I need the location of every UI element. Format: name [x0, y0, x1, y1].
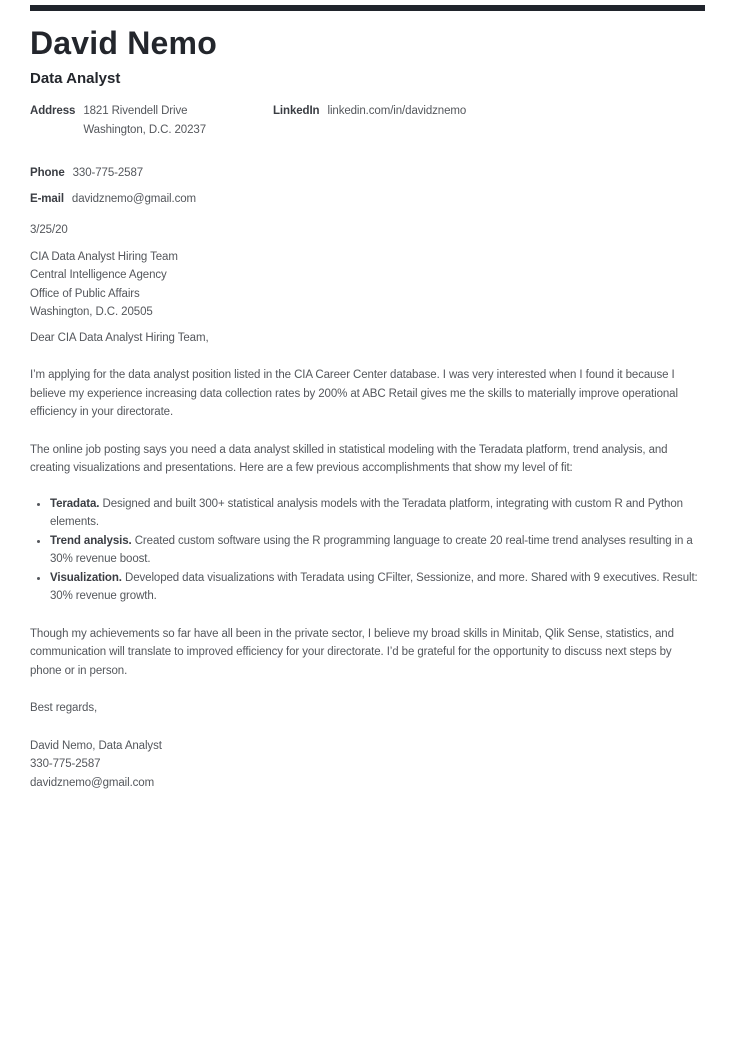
address-line-1: 1821 Rivendell Drive [83, 105, 188, 117]
address-label: Address [30, 105, 76, 117]
bullet-text: Developed data visualizations with Teradata using CFilter, Sessionize, and more. Shared with 9 executives. Result: 30% revenue growth. [50, 571, 698, 602]
address-line-2: Washington, D.C. 20237 [83, 123, 206, 136]
closing-salutation: Best regards, [30, 702, 98, 714]
bullet-text: Created custom software using the R programming language to create 20 real-time trend analyses resulting in a 30% revenue boost. [50, 534, 693, 565]
email-value: davidznemo@gmail.com [71, 192, 197, 205]
signature-line-phone: 330-775-2587 [30, 758, 101, 770]
candidate-title: Data Analyst [30, 70, 121, 87]
accomplishments-list [30, 495, 705, 606]
salutation: Dear CIA Data Analyst Hiring Team, [30, 331, 209, 344]
bullet-lead: Teradata. [50, 497, 100, 510]
paragraph-intro: I’m applying for the data analyst position listed in the CIA Career Center database. I was very interested when I found it because I believe my experience increasing data collection rates by 200% at ABC Retail gives me the skills to materially improve operational efficiency in your directorate. [30, 369, 678, 418]
letter-date: 3/25/20 [30, 224, 68, 236]
top-accent-bar [30, 5, 705, 11]
bullet-text: Designed and built 300+ statistical analysis models with the Teradata platform, integrating with custom R and Python elements. [50, 497, 683, 528]
paragraph-requirements: The online job posting says you need a data analyst skilled in statistical modeling with the Teradata platform, trend analysis, and creating visualizations and presentations. Here are a few previous accomplishments that show my level of fit: [30, 443, 668, 474]
bullet-item-trend-analysis [49, 532, 705, 569]
recipient-line-2: Central Intelligence Agency [30, 269, 167, 281]
contact-phone [30, 164, 705, 183]
bullet-lead: Trend analysis. [50, 534, 132, 547]
contact-address [30, 102, 273, 139]
bullet-item-visualization [49, 569, 705, 606]
email-label: E-mail [30, 192, 64, 205]
paragraph-closing: Though my achievements so far have all been in the private sector, I believe my broad skills in Minitab, Qlik Sense, statistics, and communication will translate to improved efficiency for your directorate. I’d be grateful for the opportunity to discuss next steps by phone or in person. [30, 627, 674, 677]
candidate-name: David Nemo [30, 25, 217, 61]
contact-email [30, 190, 705, 209]
bullet-item-teradata [49, 495, 705, 532]
recipient-line-4: Washington, D.C. 20505 [30, 306, 153, 318]
contact-linkedin [273, 102, 705, 139]
bullet-lead: Visualization. [50, 571, 122, 584]
recipient-line-3: Office of Public Affairs [30, 287, 140, 300]
signature-line-email: davidznemo@gmail.com [30, 776, 155, 789]
cover-letter-page [0, 5, 735, 1045]
phone-label: Phone [30, 167, 65, 179]
linkedin-value: linkedin.com/in/davidznemo [327, 105, 467, 117]
phone-value: 330-775-2587 [72, 167, 144, 179]
contact-info [30, 102, 705, 139]
recipient-block [30, 248, 705, 322]
recipient-line-1: CIA Data Analyst Hiring Team [30, 250, 178, 263]
signature-line-name: David Nemo, Data Analyst [30, 739, 162, 752]
linkedin-label: LinkedIn [273, 105, 320, 117]
signature-block [30, 737, 705, 793]
